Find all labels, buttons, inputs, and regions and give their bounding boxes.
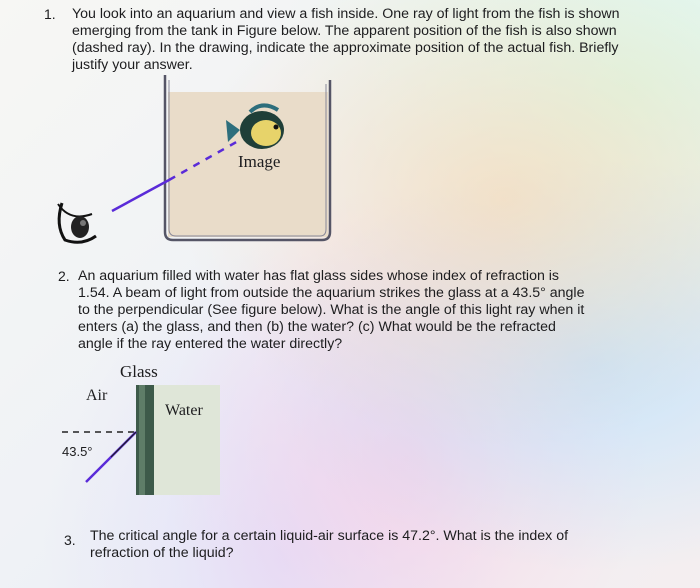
question-2-line-1: An aquarium filled with water has flat glass sides whose index of refraction is bbox=[78, 268, 560, 284]
question-2-line-4: enters (a) the glass, and then (b) the water? (c) What would be the refracted bbox=[78, 319, 556, 335]
question-1-number: 1. bbox=[44, 6, 56, 22]
air-label: Air bbox=[86, 387, 108, 404]
question-1-line-3: (dashed ray). In the drawing, indicate the approximate position of the actual fish. Briefly bbox=[72, 40, 619, 56]
question-2-number: 2. bbox=[58, 268, 70, 284]
question-3-line-1: The critical angle for a certain liquid-air surface is 47.2°. What is the index of bbox=[90, 528, 569, 544]
water-label: Water bbox=[165, 402, 203, 419]
question-1-line-2: emerging from the tank in Figure below. The apparent position of the fish is also shown bbox=[72, 23, 617, 39]
glass-label: Glass bbox=[120, 362, 158, 381]
question-2-line-3: to the perpendicular (See figure below). What is the angle of this light ray when it bbox=[78, 302, 585, 318]
question-1-line-1: You look into an aquarium and view a fish inside. One ray of light from the fish is shown bbox=[72, 6, 620, 22]
question-2-line-5: angle if the ray entered the water directly? bbox=[78, 336, 343, 352]
image-placeholder-label: Image bbox=[238, 152, 281, 171]
question-3-number: 3. bbox=[64, 532, 76, 548]
question-3-text bbox=[90, 528, 670, 562]
angle-label: 43.5° bbox=[62, 444, 93, 459]
question-2-line-2: 1.54. A beam of light from outside the aquarium strikes the glass at a 43.5° angle bbox=[78, 285, 585, 301]
question-3-line-2: refraction of the liquid? bbox=[90, 545, 234, 561]
question-1-line-4: justify your answer. bbox=[72, 57, 193, 73]
